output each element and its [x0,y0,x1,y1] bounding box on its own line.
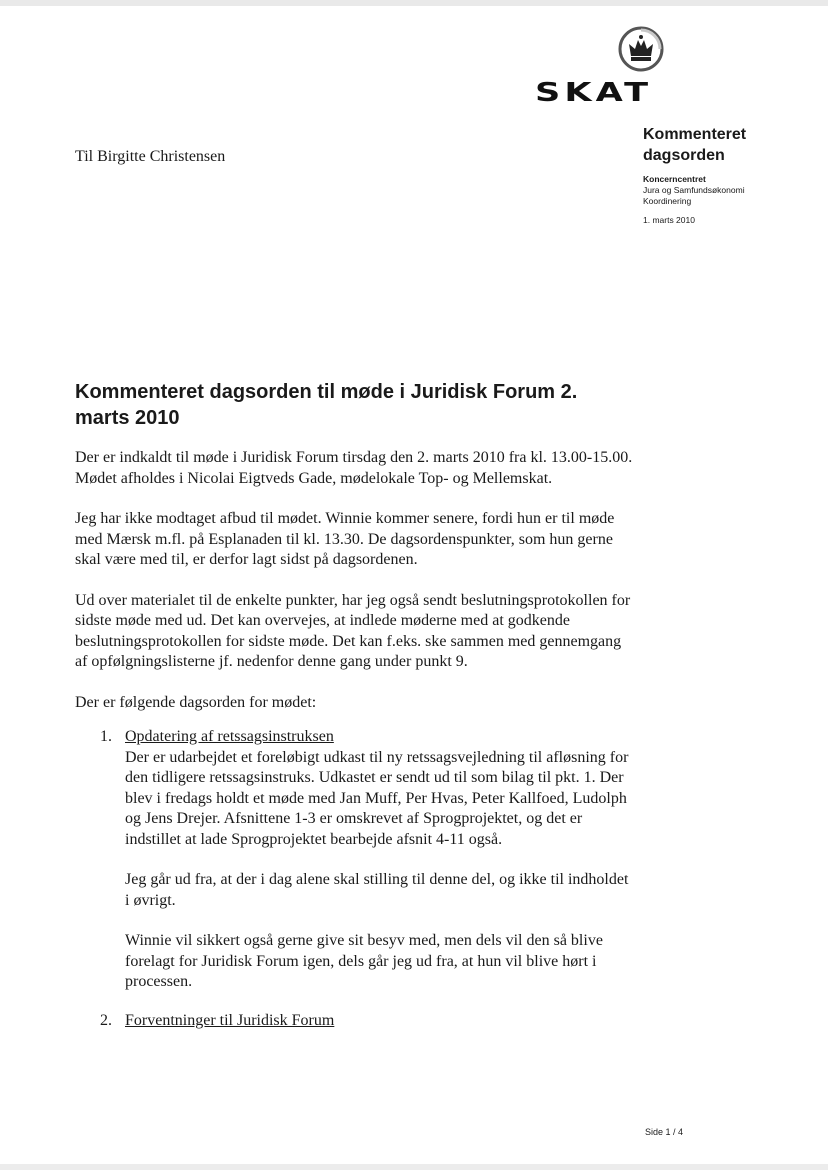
document-type: Kommenteret dagsorden [643,126,747,164]
paragraph: Jeg har ikke modtaget afbud til mødet. Winnie kommer senere, fordi hun er til møde med Mærsk m.fl. på Esplanaden til kl. 13.30. De dagsordenspunkter, som hun gerne skal være med til, er derfor lagt sidst på dagsordenen. [75,510,615,568]
paragraph: Ud over materialet til de enkelte punkter, har jeg også sendt beslutningsprotokollen for sidste møde med ud. Det kan overvejes, at indlede møderne med at godkende beslutningsprotokollen for sidste møde. Det kan f.eks. ske sammen med gennemgang af opfølgningslisterne jf. nedenfor denne gang under punkt 9. [75,591,631,670]
agenda-item-text: Winnie vil sikkert også gerne give sit besyv med, men dels vil den så blive forelagt for Juridisk Forum igen, dels går jeg ud fra, at hun vil blive hørt i processen. [125,932,603,990]
agenda-item [75,727,635,993]
page-number: Side 1 / 4 [645,1127,684,1137]
division-name: Jura og Samfundsøkonomi [643,185,745,195]
paragraph: Der er følgende dagsorden for mødet: [75,693,317,711]
document-date: 1. marts 2010 [643,215,695,225]
agenda-item-title: Opdatering af retssagsinstruksen [125,728,334,745]
department-name: Koncerncentret [643,174,706,184]
agenda-item-number: 1. [100,728,112,745]
department-block [643,174,823,207]
agenda-item-number: 2. [100,1011,112,1029]
crown-seal-icon [618,26,664,72]
document-meta-sidebar [643,124,823,225]
agenda-item-text: Der er udarbejdet et foreløbigt udkast til ny retssagsvejledning til afløsning for den tidligere retssagsinstruks. Udkastet er sendt ud til som bilag til pkt. 1. Der blev i fredags holdt et møde med Jan Muff, Per Hvas, Peter Kallfoed, Ludolph og Jens Drejer. Afsnittene 1-3 er omskrevet af Sprogprojektet, og det er indstillet at lade Sprogprojektet bearbejde afsnit 4-11 også. [125,748,629,848]
agenda-item-text: Jeg går ud fra, at der i dag alene skal stilling til denne del, og ikke til indholdet i øvrigt. [125,871,629,909]
agenda-list [75,727,635,1031]
document-body [75,448,635,1031]
logo-wordmark: SKAT [535,78,653,108]
scan-edge-bottom [0,1164,828,1170]
agenda-item [75,1011,635,1032]
unit-name: Koordinering [643,196,692,206]
scan-edge-top [0,0,828,6]
page-title: Kommenteret dagsorden til møde i Juridisk Forum 2. marts 2010 [75,381,578,429]
agenda-item-title: Forventninger til Juridisk Forum [125,1011,335,1029]
paragraph: Der er indkaldt til møde i Juridisk Forum tirsdag den 2. marts 2010 fra kl. 13.00-15.00. Mødet afholdes i Nicolai Eigtveds Gade, mødelokale Top- og Mellemskat. [75,449,633,487]
skat-logo [535,26,665,106]
recipient-line: Til Birgitte Christensen [75,148,226,165]
